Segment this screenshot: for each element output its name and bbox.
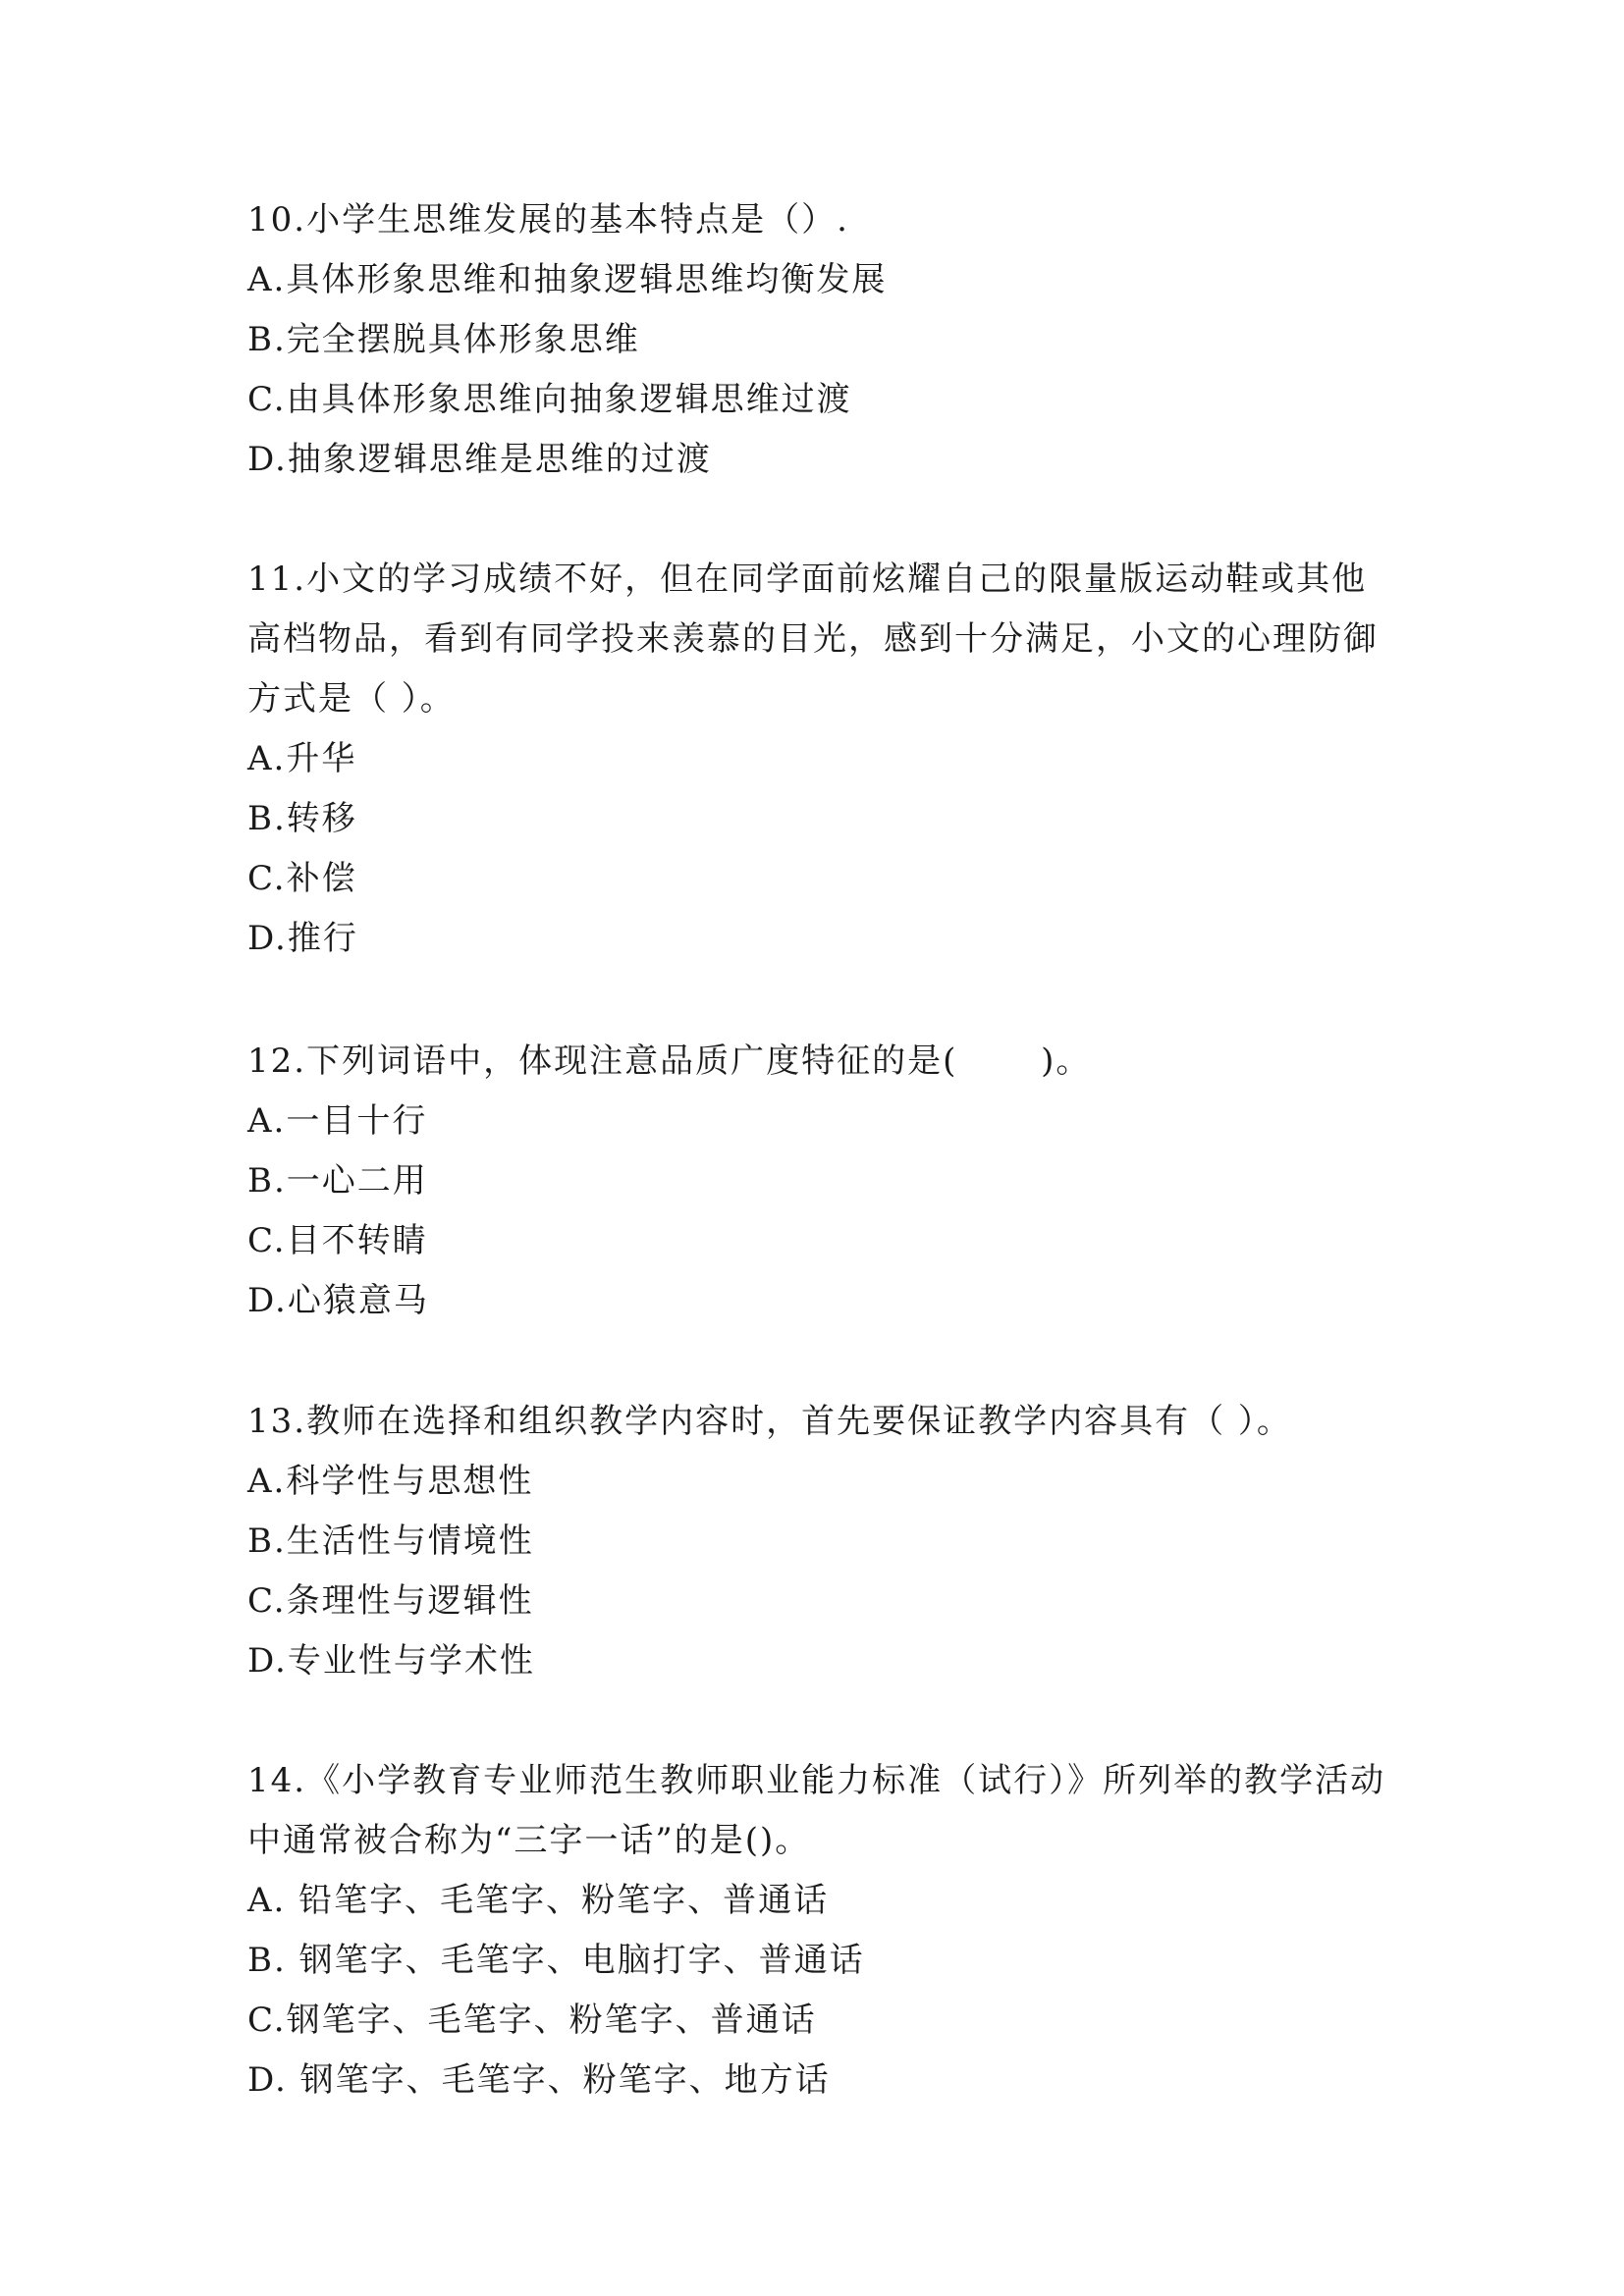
option-b: B.转移 [247, 799, 357, 838]
option-c: C.由具体形象思维向抽象逻辑思维过渡 [247, 380, 852, 419]
option-d: D. 钢笔字、毛笔字、粉笔字、地方话 [247, 2060, 831, 2100]
option-a: A.一目十行 [247, 1101, 428, 1141]
option-c: C.条理性与逻辑性 [247, 1581, 534, 1621]
option-d: D.心猿意马 [247, 1281, 429, 1320]
question-11 [247, 550, 1386, 969]
option-a: A. 铅笔字、毛笔字、粉笔字、普通话 [247, 1881, 830, 1920]
question-10 [247, 190, 1386, 490]
option-b: B. 钢笔字、毛笔字、电脑打字、普通话 [247, 1941, 865, 1980]
question-stem: 14.《小学教育专业师范生教师职业能力标准（试行）》所列举的教学活动中通常被合称为“三字一话”的是()。 [247, 1761, 1386, 1860]
option-b: B.一心二用 [247, 1161, 428, 1201]
option-c: C.目不转睛 [247, 1221, 428, 1260]
option-c: C.钢笔字、毛笔字、粉笔字、普通话 [247, 2001, 817, 2040]
option-d: D.推行 [247, 919, 358, 958]
option-b: B.完全摆脱具体形象思维 [247, 320, 640, 359]
option-a: A.科学性与思想性 [247, 1462, 534, 1501]
question-stem: 11.小文的学习成绩不好，但在同学面前炫耀自己的限量版运动鞋或其他高档物品，看到有同学投来羡慕的目光，感到十分满足，小文的心理防御方式是（ ）。 [247, 560, 1379, 719]
option-a: A.升华 [247, 739, 357, 778]
option-a: A.具体形象思维和抽象逻辑思维均衡发展 [247, 260, 888, 299]
question-stem: 12.下列词语中，体现注意品质广度特征的是( )。 [247, 1041, 1092, 1081]
question-12 [247, 1032, 1386, 1331]
question-14 [247, 1751, 1386, 2110]
question-13 [247, 1392, 1386, 1691]
question-stem: 13.教师在选择和组织教学内容时，首先要保证教学内容具有（ ）。 [247, 1402, 1292, 1441]
option-b: B.生活性与情境性 [247, 1522, 534, 1561]
option-d: D.专业性与学术性 [247, 1641, 535, 1681]
option-d: D.抽象逻辑思维是思维的过渡 [247, 440, 712, 479]
option-c: C.补偿 [247, 859, 357, 898]
question-stem: 10.小学生思维发展的基本特点是（）. [247, 200, 849, 240]
